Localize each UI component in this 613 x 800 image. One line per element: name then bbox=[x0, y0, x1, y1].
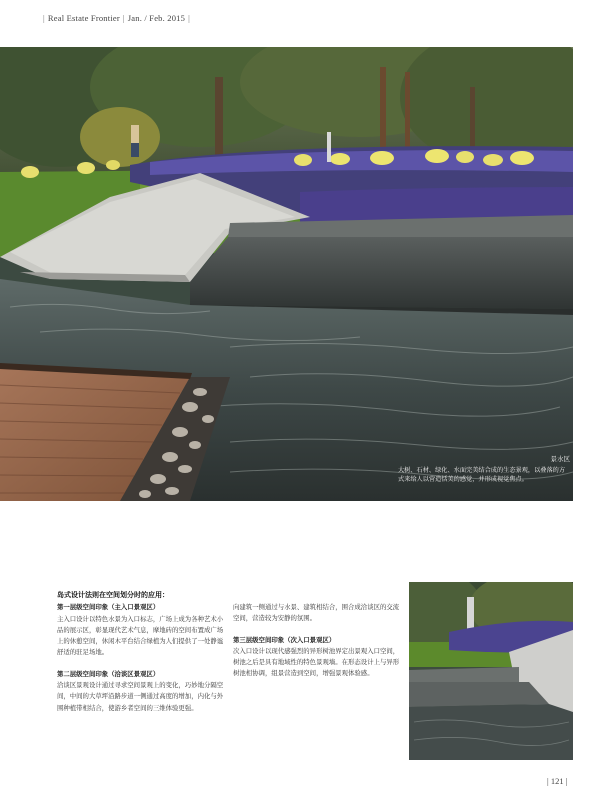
section-heading: 第二层级空间印象（洽谈区景观区） bbox=[57, 669, 160, 678]
article-column-right bbox=[233, 602, 405, 690]
secondary-photo-illustration bbox=[409, 582, 573, 760]
main-photo bbox=[0, 47, 573, 501]
caption-body: 大树、石材、绿化、水面完美结合成的生态景观，以叠落的方式来给人以营造恬美的感觉，并形成视觉焦点。 bbox=[398, 466, 566, 483]
page-number-value: 121 bbox=[550, 776, 564, 786]
section-body: 主入口设计以特色水景为入口标志，广场上成为各种艺术小品的展示区，彰显现代艺术气息，摩地砖的空间布置成广场上的休憩空间，休闲木平台结合绿植为人们提供了一处静谧舒适的驻足场地。 bbox=[57, 614, 224, 657]
article-column-left bbox=[57, 590, 227, 724]
section-heading: 第三层级空间印象（次入口景观区） bbox=[233, 635, 336, 644]
section-heading: 第一层级空间印象（主入口景观区） bbox=[57, 603, 160, 612]
article-intro-heading: 岛式设计法则在空间划分时的应用： bbox=[57, 591, 169, 599]
photo-caption bbox=[398, 455, 570, 485]
header-separator: | bbox=[188, 13, 190, 23]
magazine-title: Real Estate Frontier bbox=[47, 13, 120, 23]
section-body: 洽谈区景观设计通过寻求空间景观上的变化，巧妙地分隔空间，中间的大草坪沿路步道一侧通过高度的增加，内化与外围种植带相结合，使游乡者空间的三维体验更强。 bbox=[57, 681, 224, 712]
page-number bbox=[547, 776, 567, 786]
secondary-photo bbox=[409, 582, 573, 760]
section-body: 次入口设计以现代感强烈的异形树池界定出景观入口空间，树池之后是具有地域性的特色景观墙。在形态设计上与异形树池相协调，组景营造到空间，增强景观体验感。 bbox=[233, 646, 400, 678]
section-body: 向建筑一侧通过与水景、建筑相结合，围合成洽谈区的交流空间，营造较为安静的氛围。 bbox=[233, 603, 400, 623]
issue-date: Jan. / Feb. 2015 bbox=[127, 13, 186, 23]
main-photo-illustration bbox=[0, 47, 573, 501]
page-number-separator: | bbox=[565, 776, 568, 786]
header-separator: | bbox=[122, 13, 125, 23]
running-header bbox=[40, 13, 193, 23]
page-number-separator: | bbox=[547, 776, 549, 786]
caption-title: 景水区 bbox=[550, 455, 570, 463]
header-separator: | bbox=[43, 13, 45, 23]
